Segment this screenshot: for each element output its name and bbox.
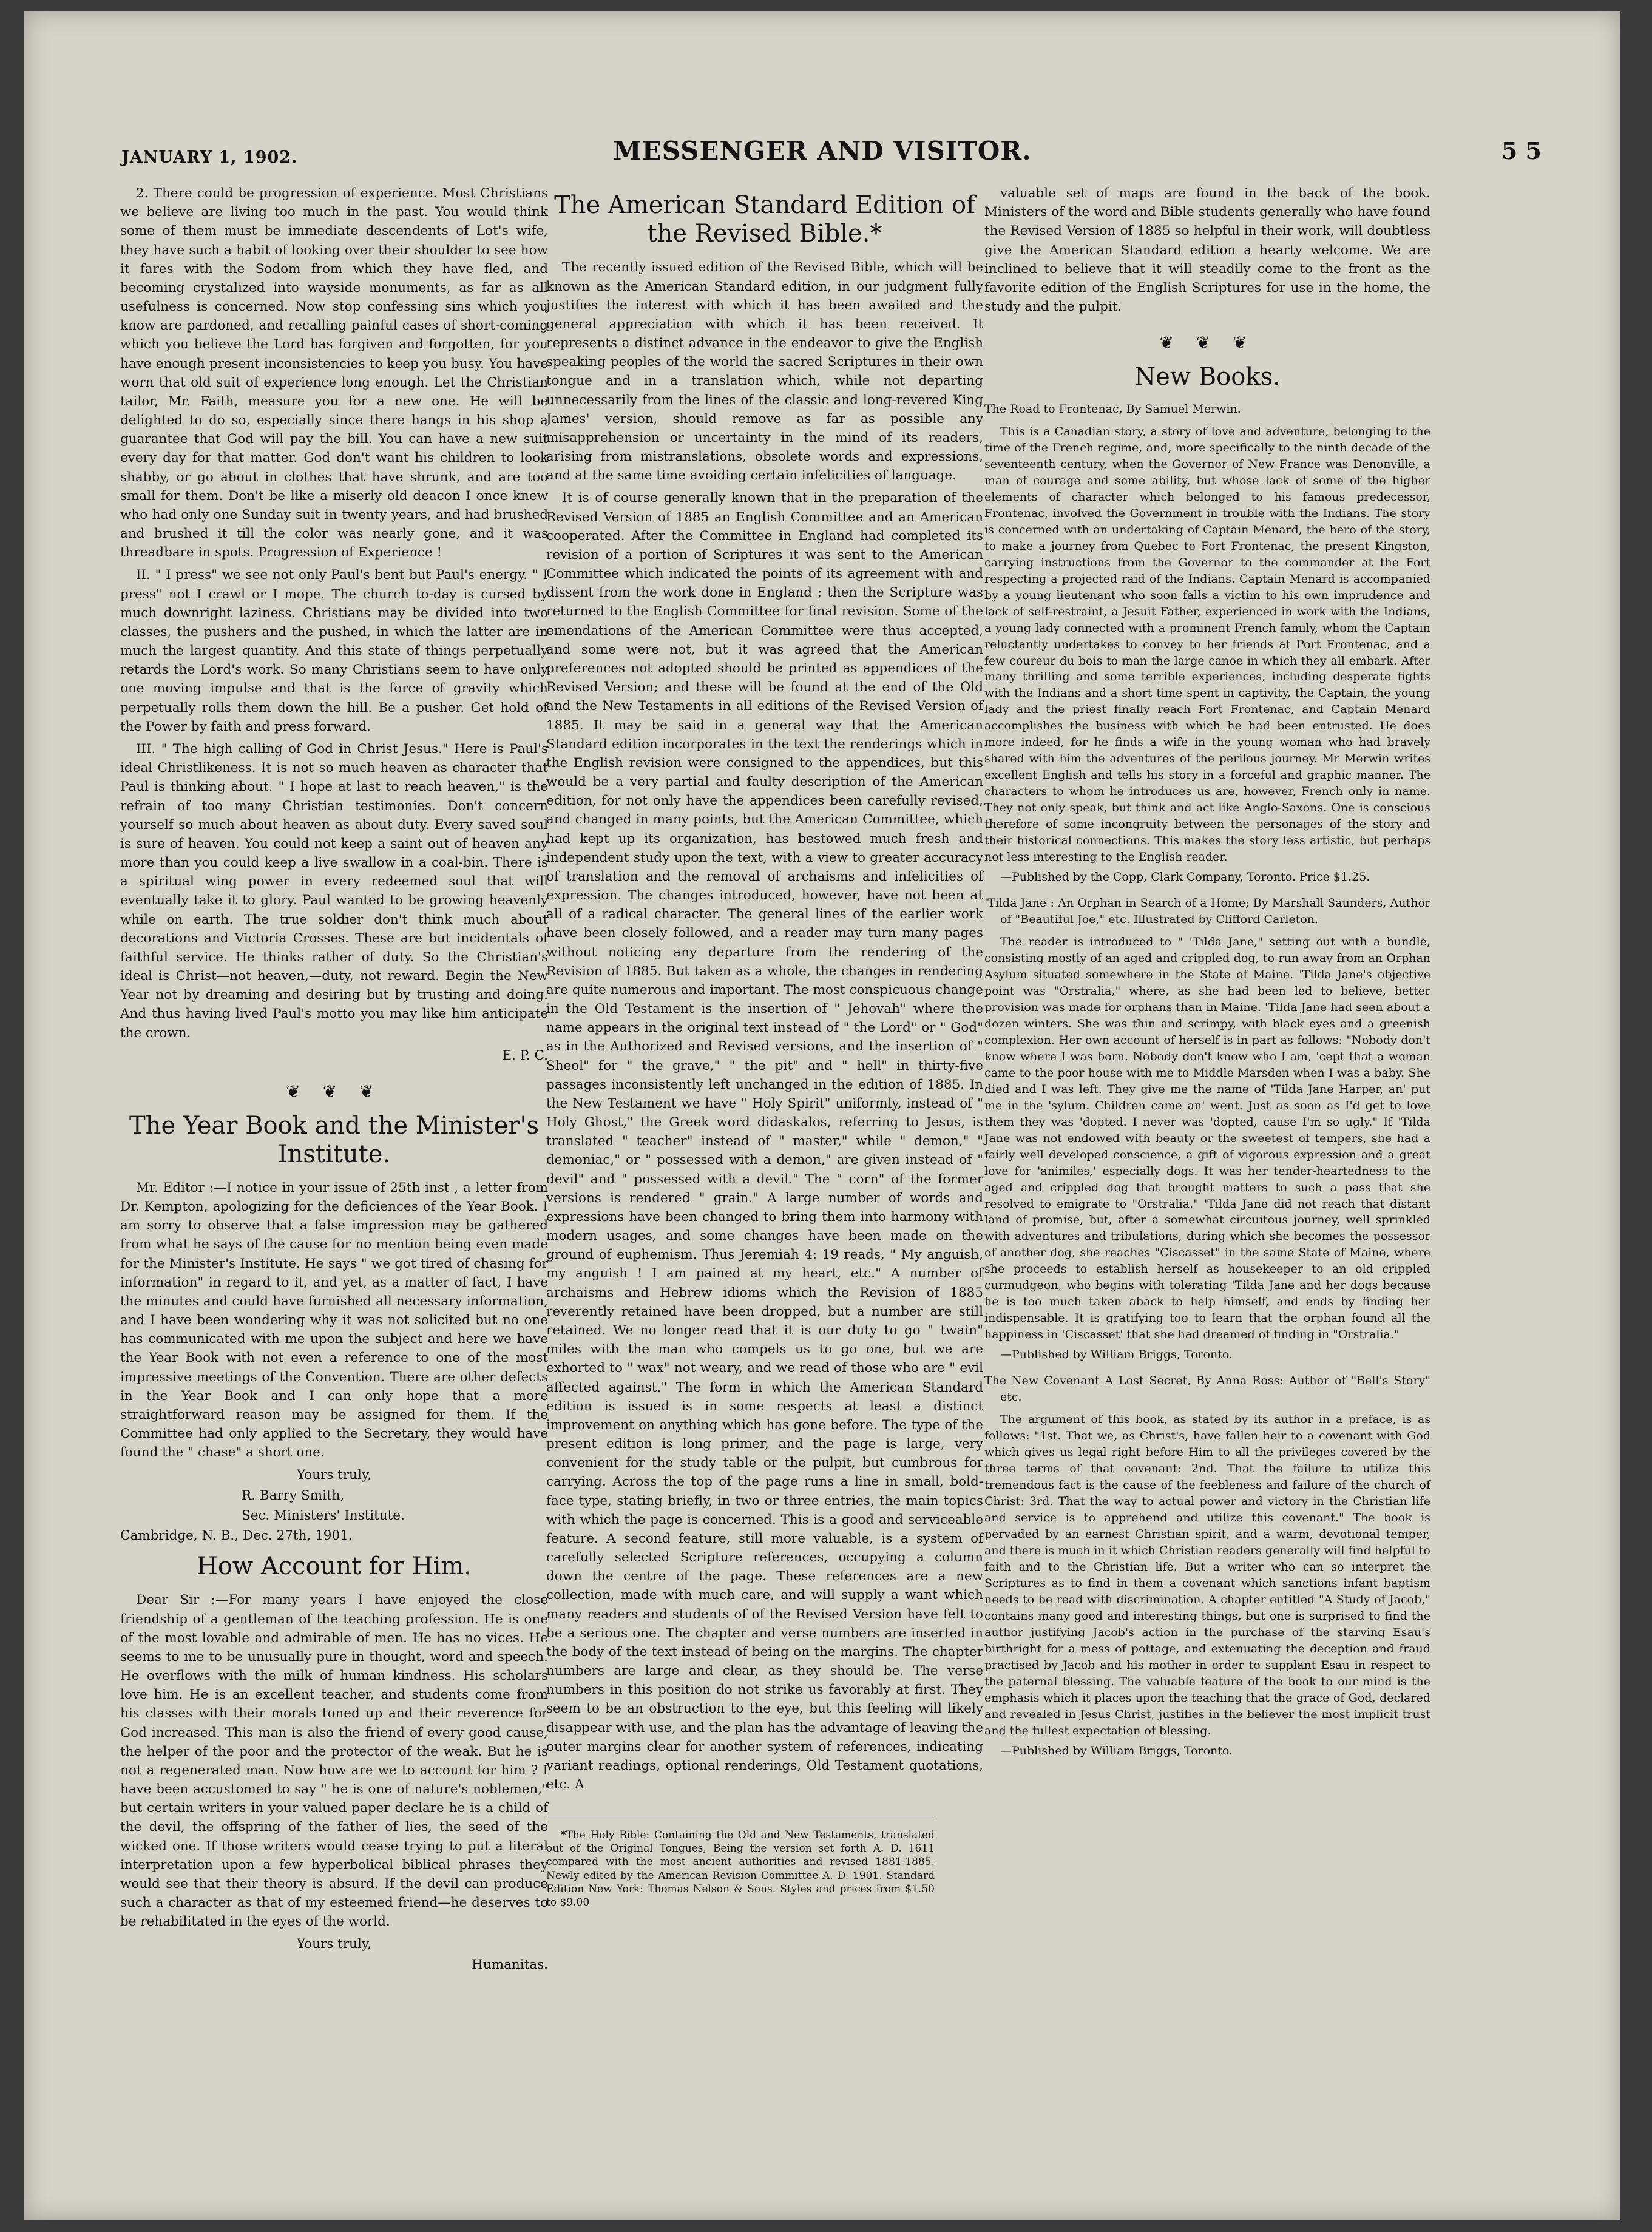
letter-signer: R. Barry Smith,: [242, 1487, 345, 1503]
article-signature: E. P. C.: [502, 1047, 548, 1063]
section-ornament: ❦ ❦ ❦: [1159, 333, 1256, 353]
article-paragraph: It is of course generally known that in the preparation of the Revised Version of 1885 an English Committee and an American cooperated. After the Committee in England had completed its revision of a portion of Scriptures it was sent to the American Committee which indicated the points of its agreement with and dissent from the work done in England ; then the Scripture was returned to the English Committee for final revision. Some of the emendations of the American Committee were thus accepted, and some were not, but it was agreed that the American preferences not adopted should be printed as appendices of the Revised Version; and these will be found at the end of the Old and the New Testaments in all editions of the Revised Version of 1885. It may be said in a general way that the American Standard edition incorporates in the text the renderings which in the English revision were consigned to the appendices, but this would be a very partial and faulty description of the American edition, for not only have the appendices been carefully revised, and changed in many points, but the American Committee, which had kept up its organization, has bestowed much fresh and independent study upon the text, with a view to greater accuracy of translation and the removal of archaisms and infelicities of expression. The changes introduced, however, have not been at all of a radical character. The general lines of the earlier work have been closely followed, and a reader may turn many pages without noticing any departure from the rendering of the Revision of 1885. But taken as a whole, the changes in rendering are quite numerous and important. The most conspicuous change in the Old Testament is the insertion of " Jehovah" where the name appears in the original text instead of " the Lord" or " God" as in the Authorized and Revised versions, and the insertion of " Sheol" for " the grave," " the pit" and " hell" in thirty-five passages inconsistently left unchanged in the edition of 1885. In the New Testament we have " Holy Spirit" uniformly, instead of " Holy Ghost," the Greek word didaskalos, referring to Jesus, is translated " teacher" instead of " master," while " demon," " demoniac," or " possessed with a demon," are given instead of " devil" and " possessed with a devil." The " corn" of the former versions is rendered " grain." A large number of words and expressions have been changed to bring them into harmony with modern usages, and some changes have been made on the ground of euphemism. Thus Jeremiah 4: 19 reads, " My anguish, my anguish ! I am pained at my heart, etc." A number of archaisms and Hebrew idioms which the Revision of 1885 reverently retained have been dropped, but a number are still retained. We no longer read that it is our duty to go " twain" miles with the man who compels us to go one, but we are exhorted to " wax" not weary, and we read of those who are " evil affected against." The form in which the American Standard edition is issued is in some respects at least a distinct improvement on anything which has gone before. The type of the present edition is long primer, and the page is large, very convenient for the study table or the pulpit, but cumbrous for carrying. Across the top of the page runs a line in small, bold-face type, stating briefly, in two or three entries, the main topics with which the page is concerned. This is a good and serviceable feature. A second feature, still more valuable, is a system of carefully selected Scripture references, occupying a column down the centre of the page. These references are a new collection, made with much care, and will supply a want which many readers and students of of the Revised Version have felt to be a serious one. The chapter and verse numbers are inserted in the body of the text instead of being on the margins. The chapter numbers are large and clear, as they should be. The verse numbers in this position do not strike us favorably at first. They seem to be an obstruction to the eye, but this feeling will likely disappear with use, and the plan has the advantage of leaving the outer margins clear for another system of references, indicating variant readings, optional renderings, Old Testament quotations, etc. A: [546, 490, 983, 1793]
review-body: This is a Canadian story, a story of love and adventure, belonging to the time of the French regime, and, more specifically to the ninth decade of the seventeenth century, when the Governor of New France was Denonville, a man of courage and some ability, but whose lack of some of the higher elements of character which belonged to his famous predecessor, Frontenac, involved the Government in trouble with the Indians. The story is concerned with an undertaking of Captain Menard, the hero of the story, to make a journey from Quebec to Fort Frontenac, the present Kingston, carrying instructions from the Governor to the commander at the Fort respecting a projected raid of the Indians. Captain Menard is accompanied by a young lieutenant who soon falls a victim to his own imprudence and lack of self-restraint, a Jesuit Father, experienced in work with the Indians, a young lady connected with a prominent French family, whom the Captain reluctantly undertakes to convey to her friends at Port Frontenac, and a few coureur du bois to man the large canoe in which they all embark. After many thrilling and some terrible experiences, including desperate fights with the Indians and a short time spent in captivity, the Captain, the young lady and the priest finally reach Fort Frontenac, and Captain Menard accomplishes the business with which he had been entrusted. He does more indeed, for he finds a wife in the young woman who had bravely shared with him the adventures of the perilous journey. Mr Merwin writes excellent English and tells his story in a forceful and graphic manner. The characters to whom he introduces us are, however, French only in name. They not only speak, but think and act like Anglo-Saxons. One is conscious therefore of some incongruity between the personages of the story and their historical connections. This makes the story less artistic, but perhaps not less interesting to the English reader.: [984, 424, 1430, 864]
newspaper-page: [24, 11, 1620, 2220]
letter-closing: Yours truly,: [296, 1467, 372, 1483]
column-right: [984, 184, 1430, 1762]
book-title: 'Tilda Jane : An Orphan in Search of a Home; By Marshall Saunders, Author of "Beautiful Joe," etc. Illustrated by Clifford Carleton.: [984, 896, 1430, 927]
footnote: [546, 1816, 935, 1909]
headline-american-standard: The American Standard Edition of the Revised Bible.*: [554, 191, 975, 248]
publisher-line: —Published by the Copp, Clark Company, Toronto. Price $1.25.: [1000, 870, 1370, 884]
headline-how-account: How Account for Him.: [196, 1552, 472, 1581]
headline-year-book: The Year Book and the Minister's Institute.: [129, 1111, 539, 1168]
page-number: 5 5: [1501, 137, 1542, 164]
article-paragraph: The recently issued edition of the Revised Bible, which will be known as the American Standard edition, in our judgment fully justifies the interest with which it has been awaited and the general appreciation with which it has been received. It represents a distinct advance in the endeavor to give the English speaking peoples of the world the sacred Scriptures in their own tongue and in a translation which, while not departing unnecessarily from the lines of the classic and long-revered King James' version, should remove as far as possible any misapprehension or uncertainty in the mind of its readers, arising from mistranslations, obsolete words and expressions, and at the same time avoiding certain infelicities of language.: [546, 260, 983, 484]
running-head: [24, 131, 1620, 174]
letter-signer: Humanitas.: [472, 1956, 548, 1972]
book-title: The Road to Frontenac, By Samuel Merwin.: [984, 402, 1241, 416]
article-paragraph: valuable set of maps are found in the back of the book. Ministers of the word and Bible students generally who have found the Revised Version of 1885 so helpful in their work, will doubtless give the American Standard edition a hearty welcome. We are inclined to believe that it will steadily come to the front as the favorite edition of the English Scriptures for use in the home, the study and the pulpit.: [984, 186, 1430, 315]
letter-body: Mr. Editor :—I notice in your issue of 25th inst , a letter from Dr. Kempton, apologizing for the deficiences of the Year Book. I am sorry to observe that a false impression may be gathered from what he says of the cause for no mention being even made for the Minister's Institute. He says " we got tired of chasing for information" in regard to it, and yet, as a matter of fact, I have the minutes and could have furnished all necessary information, and I have been wondering why it was not solicited but no one has communicated with me upon the subject and here we have the Year Book with not even a reference to one of the most impressive meetings of the Convention. There are other defects in the Year Book and I can only hope that a more straightforward reason may be assigned for them. If the Committee had only applied to the Secretary, they would have found the " chase" a short one.: [120, 1180, 548, 1461]
footnote-text: *The Holy Bible: Containing the Old and New Testaments, translated out of the Original Tongues, Being the version set forth A. D. 1611 compared with the most ancient authorities and revised 1881-1885. Newly edited by the American Revision Committee A. D. 1901. Standard Edition New York: Thomas Nelson & Sons. Styles and prices from $1.50 to $9.00: [546, 1829, 935, 1909]
book-review: [984, 401, 1430, 885]
letter-place-date: Cambridge, N. B., Dec. 27th, 1901.: [120, 1527, 353, 1543]
book-title: The New Covenant A Lost Secret, By Anna Ross: Author of "Bell's Story" etc.: [984, 1374, 1430, 1404]
review-body: The argument of this book, as stated by its author in a preface, is as follows: "1st. That we, as Christ's, have fallen heir to a covenant with God which gives us legal right before Him to all the privileges covered by the three terms of that covenant: 2nd. That the failure to utilize this tremendous fact is the cause of the feebleness and failure of the church of Christ: 3rd. That the way to actual power and victory in the Christian life and service is to apprehend and utilize this covenant." The book is pervaded by an earnest Christian spirit, and a warm, devotional temper, and there is much in it which Christian readers generally will find helpful to faith and to the Christian life. But a writer who can so interpret the Scriptures as to find in them a covenant which sanctions infant baptism needs to be read with discrimination. A chapter entitled "A Study of Jacob," contains many good and interesting things, but one is surprised to find the author justifying Jacob's action in the purchase of the starving Esau's birthright for a mess of pottage, and extenuating the deception and fraud practised by Jacob and his mother in order to supplant Esau in respect to the paternal blessing. The valuable feature of the book to our mind is the emphasis which it places upon the teaching that the grace of God, declared and revealed in Jesus Christ, justifies in the believer the most implicit trust and the fullest expectation of blessing.: [984, 1413, 1430, 1737]
book-review: [984, 1373, 1430, 1759]
letter-signer-title: Sec. Ministers' Institute.: [242, 1507, 405, 1523]
letter-closing: Yours truly,: [296, 1936, 372, 1952]
article-paragraph: III. " The high calling of God in Christ Jesus." Here is Paul's ideal Christlikeness. It is not so much heaven as character that Paul is thinking about. " I hope at last to reach heaven," is the refrain of too many Christian testimonies. Don't concern yourself so much about heaven as about duty. Every saved soul is sure of heaven. You could not keep a saint out of heaven any more than you could keep a live swallow in a coal-bin. There is a spiritual wing power in every redeemed soul that will eventually take it to glory. Paul wanted to be growing heavenly while on earth. The true soldier don't think much about decorations and Victoria Crosses. These are but incidentals of faithful service. He thinks rather of duty. So the Christian's ideal is Christ—not heaven,—duty, not reward. Begin the New Year not by dreaming and desiring but by trusting and doing. And thus having lived Paul's motto you may like him anticipate the crown.: [120, 741, 548, 1041]
section-ornament: ❦ ❦ ❦: [286, 1081, 382, 1101]
letter-body: Dear Sir :—For many years I have enjoyed the close friendship of a gentleman of the teaching profession. He is one of the most lovable and admirable of men. He has no vices. He seems to me to be unusually pure in thought, word and speech. He overflows with the milk of human kindness. His scholars love him. He is an excellent teacher, and students come from his classes with their morals toned up and their reverence for God increased. This man is also the friend of every good cause, the helper of the poor and the protector of the weak. But he is not a regenerated man. Now how are we to account for him ? I have been accustomed to say " he is one of nature's noblemen," but certain writers in your valued paper declare he is a child of the devil, the offspring of the father of lies, the seed of the wicked one. If those writers would cease trying to put a literal interpretation upon a few hyperbolical biblical phrases they would see that their theory is absurd. If the devil can produce such a character as that of my esteemed friend—he deserves to be rehabilitated in the eyes of the world.: [120, 1592, 548, 1930]
column-left: [120, 184, 548, 1975]
masthead-title: MESSENGER AND VISITOR.: [613, 136, 1032, 166]
review-body: The reader is introduced to " 'Tilda Jane," setting out with a bundle, consisting mostly of an aged and crippled dog, to run away from an Orphan Asylum situated somewhere in the State of Maine. 'Tilda Jane's objective point was "Orstralia," where, as she had been led to believe, better provision was made for orphans than in Maine. 'Tilda Jane had seen about a dozen winters. She was thin and scrimpy, with black eyes and a greenish complexion. Her own account of herself is in part as follows: "Nobody don't know where I was born. Nobody don't know who I am, 'cept that a woman came to the poor house with me to Middle Marsden when I was a baby. She died and I was left. They give me the name of 'Tilda Jane Harper, an' put me in the 'sylum. Children came an' went. Just as soon as I'd get to love them they was 'dopted. I never was 'dopted, cause I'm so ugly." If 'Tilda Jane was not endowed with beauty or the sweetest of tempers, she had a fairly well developed conscience, a gift of vigorous expression and a great love for 'animiles,' especially dogs. It was her tender-heartedness to the aged and crippled dog that brought matters to such a pass that she resolved to emigrate to "Orstralia." 'Tilda Jane did not reach that distant land of promise, but, after a somewhat circuitous journey, well sprinkled with adventures and tribulations, during which she becomes the possessor of another dog, she reaches "Ciscasset" in the same State of Maine, where she proceeds to establish herself as housekeeper to an old crippled curmudgeon, who begins with tolerating 'Tilda Jane and her dogs because he is too much taken aback to help himself, and ends by finding her indispensable. It is gratifying too to learn that the orphan found all the happiness in 'Ciscasset' that she had dreamed of finding in "Orstralia.": [984, 935, 1430, 1342]
publisher-line: —Published by William Briggs, Toronto.: [1000, 1743, 1233, 1757]
article-paragraph: 2. There could be progression of experience. Most Christians we believe are living too much in the past. You would think some of them must be immediate descendents of Lot's wife, they have such a habit of looking over their shoulder to see how it fares with the Sodom from which they have fled, and becoming crystalized into wayside monuments, as far as all usefulness is concerned. Now stop confessing sins which you know are pardoned, and recalling painful cases of short-coming which you believe the Lord has forgiven and forgotten, for you have enough present inconsistencies to keep you busy. You have worn that old suit of experience long enough. Let the Christian tailor, Mr. Faith, measure you for a new one. He will be delighted to do so, especially since there hangs in his shop a guarantee that God will pay the bill. You can have a new suit every day for that matter. God don't want his children to look shabby, or go about in clothes that have shrunk, and are too small for them. Don't be like a miserly old deacon I once knew who had only one Sunday suit in twenty years, and had brushed and brushed it till the color was nearly gone, and it was threadbare in spots. Progression of Experience !: [120, 186, 548, 561]
publisher-line: —Published by William Briggs, Toronto.: [1000, 1348, 1233, 1362]
issue-date: JANUARY 1, 1902.: [121, 148, 298, 167]
article-paragraph: II. " I press" we see not only Paul's bent but Paul's energy. " I press" not I crawl or I mope. The church to-day is cursed by much downright laziness. Christians may be divided into two classes, the pushers and the pushed, in which the latter are in much the largest quantity. And this state of things perpetually retards the Lord's work. So many Christians seem to have only one moving impulse and that is the force of gravity which perpetually rolls them down the hill. Be a pusher. Get hold of the Power by faith and press forward.: [120, 567, 548, 734]
column-middle: [546, 184, 983, 1909]
book-review: [984, 895, 1430, 1363]
headline-new-books: New Books.: [1134, 362, 1281, 391]
